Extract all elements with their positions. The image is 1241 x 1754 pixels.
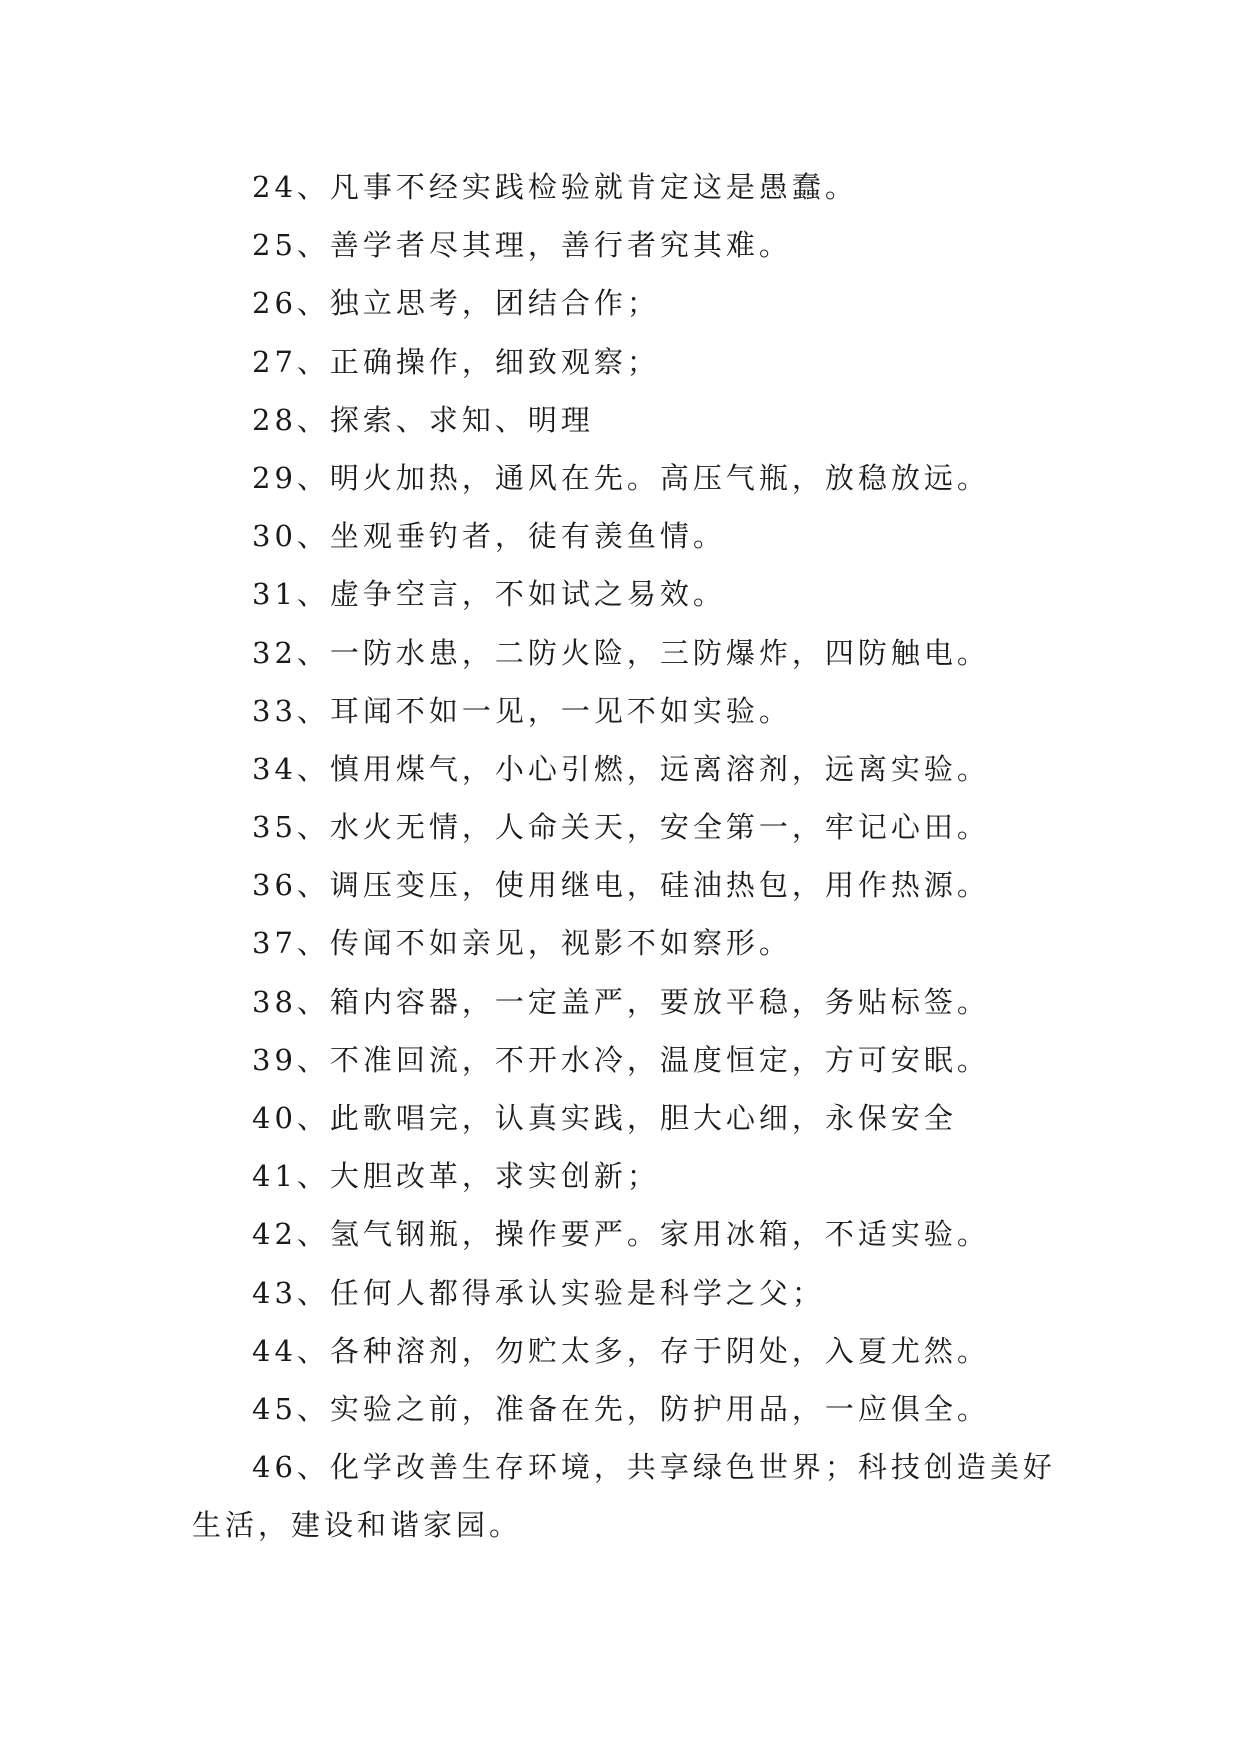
list-item: 24、凡事不经实践检验就肯定这是愚蠢。 <box>252 170 858 204</box>
list-item: 30、坐观垂钓者，徒有羡鱼情。 <box>252 519 726 554</box>
list-item: 26、独立思考，团结合作； <box>252 286 660 321</box>
list-item: 35、水火无情，人命关天，安全第一，牢记心田。 <box>252 810 990 845</box>
list-item: 46、化学改善生存环境，共享绿色世界；科技创造美好生活，建设和谐家园。 <box>192 1450 1056 1543</box>
list-item: 42、氢气钢瓶，操作要严。家用冰箱，不适实验。 <box>252 1217 990 1252</box>
list-item: 39、不准回流，不开水冷，温度恒定，方可安眠。 <box>252 1042 990 1077</box>
list-item: 38、箱内容器，一定盖严，要放平稳，务贴标签。 <box>252 984 990 1019</box>
list-item: 28、探索、求知、明理 <box>252 402 594 437</box>
list-item: 44、各种溶剂，勿贮太多，存于阴处，入夏尤然。 <box>252 1333 990 1368</box>
list-item: 41、大胆改革，求实创新； <box>252 1159 660 1194</box>
list-item: 33、耳闻不如一见，一见不如实验。 <box>252 693 792 728</box>
list-item: 29、明火加热，通风在先。高压气瓶，放稳放远。 <box>252 460 990 495</box>
list-item: 45、实验之前，准备在先，防护用品，一应俱全。 <box>252 1391 990 1426</box>
list-item: 34、慎用煤气，小心引燃，远离溶剂，远离实验。 <box>252 751 990 786</box>
list-item: 27、正确操作，细致观察； <box>252 344 660 379</box>
list-item: 31、虚争空言，不如试之易效。 <box>252 577 726 612</box>
list-item: 25、善学者尽其理，善行者究其难。 <box>252 228 792 263</box>
list-item: 32、一防水患，二防火险，三防爆炸，四防触电。 <box>252 635 990 670</box>
document-body <box>192 158 1062 1555</box>
list-item: 36、调压变压，使用继电，硅油热包，用作热源。 <box>252 868 990 903</box>
list-item: 43、任何人都得承认实验是科学之父； <box>252 1275 825 1310</box>
list-item: 40、此歌唱完，认真实践，胆大心细，永保安全 <box>252 1101 957 1135</box>
list-item: 37、传闻不如亲见，视影不如察形。 <box>252 926 792 961</box>
